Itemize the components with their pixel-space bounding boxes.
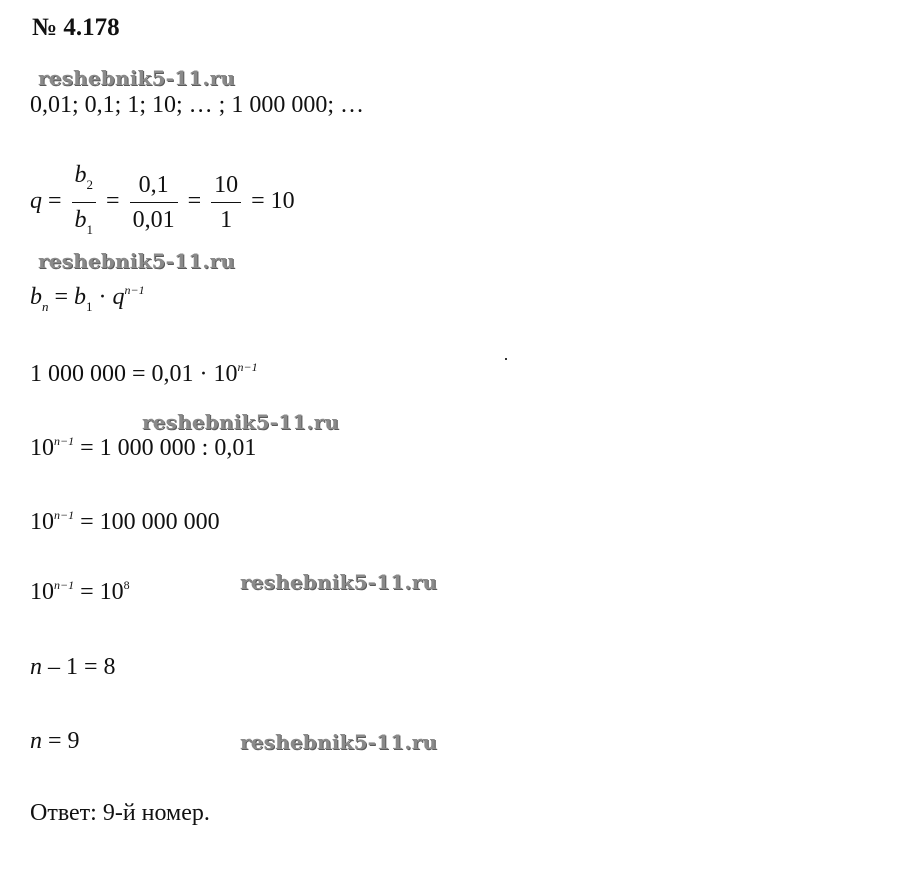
b-symbol: b (30, 284, 42, 310)
stray-dot (505, 358, 507, 360)
equation-text: = 10 (80, 579, 124, 605)
equals-sign: = (48, 188, 62, 215)
equation-6 (30, 728, 80, 755)
equation-5 (30, 654, 116, 681)
sequence-line: 0,01; 0,1; 1; 10; … ; 1 000 000; … (30, 92, 365, 118)
exponent: n−1 (54, 434, 75, 448)
fraction-simplified (211, 170, 241, 235)
denominator: 1 (220, 207, 233, 233)
watermark: reshebnik5-11.ru (38, 66, 236, 90)
watermark: reshebnik5-11.ru (38, 249, 236, 273)
numerator: 10 (211, 170, 241, 203)
equation-4 (30, 578, 130, 606)
equals-sign: = (187, 188, 202, 215)
watermark: reshebnik5-11.ru (142, 410, 340, 434)
q-symbol: q (112, 284, 125, 310)
equals-sign: = (106, 188, 120, 215)
equation-3 (30, 508, 220, 536)
exponent: 8 (123, 578, 130, 592)
subscript: 1 (86, 222, 94, 237)
q-symbol: q (30, 188, 42, 215)
equation-text: = 9 (48, 728, 80, 754)
watermark: reshebnik5-11.ru (240, 730, 438, 754)
equals-sign: = (54, 284, 69, 310)
multiply-dot: · (98, 284, 107, 310)
b-symbol: b (74, 284, 87, 310)
equation-text: = 100 000 000 (80, 509, 220, 535)
power-base: 10 (30, 435, 54, 461)
b-symbol: b (74, 162, 87, 188)
n-symbol: n (30, 654, 42, 680)
equation-text: = 1 000 000 : 0,01 (80, 435, 257, 461)
exponent: n−1 (124, 283, 145, 297)
denominator: 0,01 (132, 207, 175, 233)
problem-number: № 4.178 (32, 14, 120, 41)
b-symbol: b (74, 207, 87, 233)
ratio-formula (30, 160, 295, 245)
answer: Ответ: 9-й номер. (30, 800, 210, 826)
subscript: 2 (86, 177, 94, 192)
exponent: n−1 (54, 578, 75, 592)
equation-text: – 1 = 8 (48, 654, 116, 680)
fraction-b2-b1 (72, 160, 97, 245)
subscript: 1 (86, 299, 93, 314)
exponent: n−1 (237, 360, 258, 374)
equation-text: 1 000 000 = 0,01 · 10 (30, 361, 238, 387)
watermark: reshebnik5-11.ru (240, 570, 438, 594)
exponent: n−1 (54, 508, 75, 522)
general-term-formula (30, 283, 145, 315)
power-base: 10 (30, 579, 54, 605)
subscript: n (42, 299, 49, 314)
numerator: 0,1 (130, 170, 178, 203)
equation-1 (30, 360, 258, 388)
ratio-result: = 10 (251, 188, 295, 215)
equation-2 (30, 434, 256, 462)
n-symbol: n (30, 728, 42, 754)
fraction-values (130, 170, 178, 235)
power-base: 10 (30, 509, 54, 535)
